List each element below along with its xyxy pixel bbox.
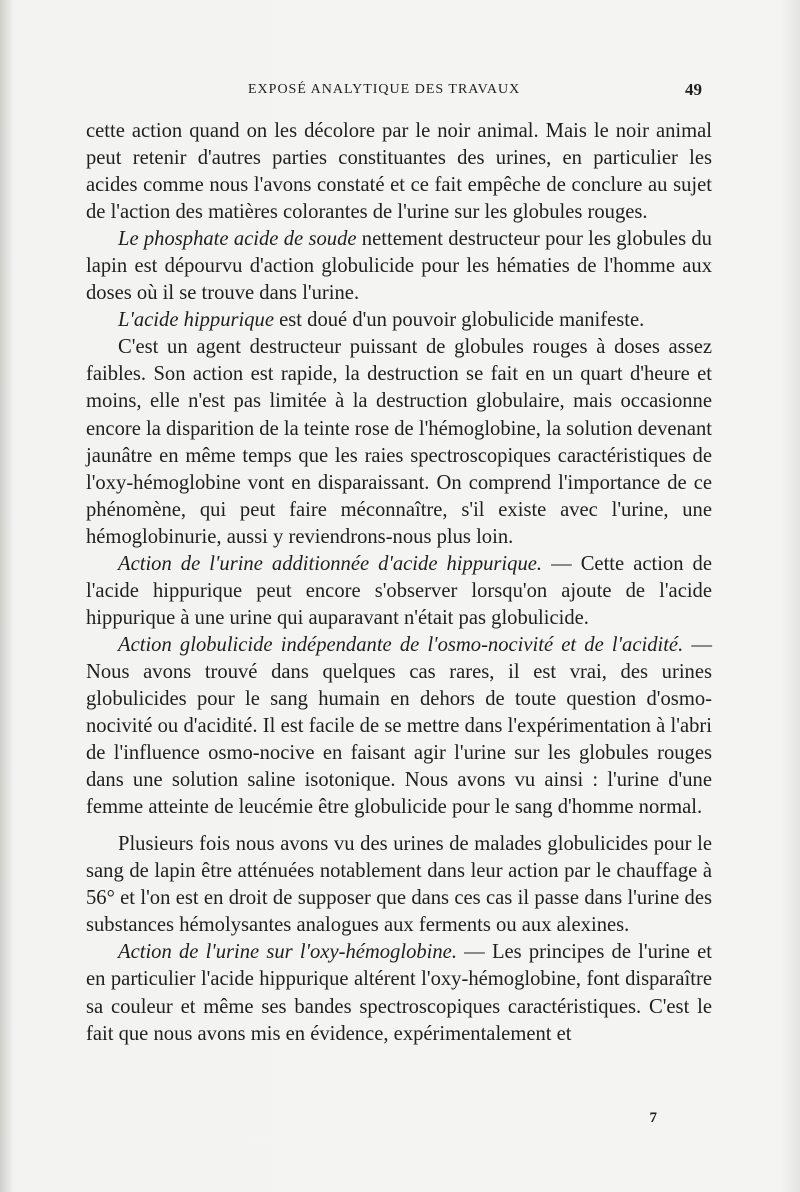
body-text	[86, 118, 712, 1048]
signature-mark: 7	[649, 1110, 657, 1126]
page-number: 49	[685, 80, 702, 99]
running-title: EXPOSÉ ANALYTIQUE DES TRAVAUX	[248, 82, 521, 97]
paragraph-1: cette action quand on les décolore par le noir animal. Mais le noir animal peut retenir d'autres parties constituantes des urines, en particulier les acides comme nous l'avons constaté et ce fait empêche de conclure au sujet de l'action des matières colorantes de l'urine sur les globules rouges.	[86, 120, 712, 224]
paragraph-3-text: est doué d'un pouvoir globulicide manifeste.	[273, 309, 645, 332]
paragraph-4: C'est un agent destructeur puissant de globules rouges à doses assez faibles. Son action est rapide, la destruction se fait en un quart d'heure et moins, elle n'est pas limitée à la destruction globulaire, mais occasionne encore la disparition de la teinte rose de l'hémoglobine, la solution devenant jaunâtre en même temps que les raies spectroscopiques caractéristiques de l'oxy-hémoglobine vont en disparaissant. On comprend l'importance de ce phénomène, qui peut faire méconnaître, s'il existe avec l'urine, une hémoglobinurie, aussi y reviendrons-nous plus loin.	[86, 336, 712, 548]
paragraph-5-text: — Cette action de l'acide hippurique peut encore s'observer lorsqu'on ajoute de l'acide hippurique à une urine qui auparavant n'était pas globulicide.	[86, 552, 712, 629]
paragraph-2-text: nettement destructeur pour les globules du lapin est dépourvu d'action globulicide pour les hématies de l'homme aux doses où il se trouve dans l'urine.	[86, 228, 712, 305]
paragraph-8-text: — Les principes de l'urine et en particulier l'acide hippurique altérent l'oxy-hémoglobine, font disparaître sa couleur et même ses bandes spectroscopiques caractéristiques. C'est le fait que nous avons mis en évidence, expérimentalement et	[86, 941, 712, 1045]
paragraph-8-italic: Action de l'urine sur l'oxy-hémoglobine.	[118, 941, 457, 964]
paragraph-5-italic: Action de l'urine additionnée d'acide hippurique.	[118, 552, 543, 575]
paragraph-2	[86, 226, 712, 307]
paragraph-3	[86, 307, 712, 334]
paragraph-8	[86, 939, 712, 1047]
paragraph-6	[86, 632, 712, 821]
paragraph-3-italic: L'acide hippurique	[118, 309, 274, 332]
paragraph-6-italic: Action globulicide indépendante de l'osmo-nocivité et de l'acidité.	[118, 633, 684, 656]
page-header	[86, 80, 702, 104]
paragraph-7: Plusieurs fois nous avons vu des urines de malades globulicides pour le sang de lapin être atténuées notablement dans leur action par le chauffage à 56° et l'on est en droit de supposer que dans ces cas il passe dans l'urine des substances hémolysantes analogues aux ferments ou aux alexines.	[86, 833, 712, 937]
paragraph-6-text: — Nous avons trouvé dans quelques cas rares, il est vrai, des urines globulicides pour le sang humain en dehors de toute question d'osmo-nocivité ou d'acidité. Il est facile de se mettre dans l'expérimentation à l'abri de l'influence osmo-nocive en faisant agir l'urine sur les globules rouges dans une solution saline isotonique. Nous avons vu ainsi : l'urine d'une femme atteinte de leucémie être globulicide pour le sang d'homme normal.	[86, 633, 712, 819]
paragraph-5	[86, 551, 712, 632]
paragraph-2-italic: Le phosphate acide de soude	[118, 228, 357, 251]
